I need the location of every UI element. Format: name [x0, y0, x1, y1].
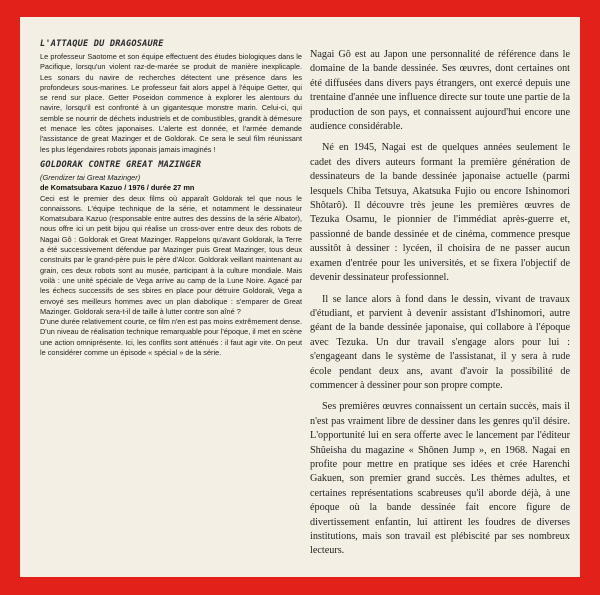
bio-paragraph-3: Il se lance alors à fond dans le dessin, vivant de travaux d'étudiant, et parvient à devenir assistant d'Ishinomori, autre géant de la bande dessinée japonaise, qui collabore à l'époque avec Tezuka. Un dur travail s'engage alors pour lui : s'engageant dans le système de l'assistanat, il y sera à rude école pendant deux ans, avant d'avoir la possibilité de commencer à dessiner pour son propre compte. [310, 293, 570, 391]
bio-paragraph-1: Nagai Gô est au Japon une personnalité de référence dans le domaine de la bande dessinée. Ses œuvres, dont certaines ont été diffusées dans divers pays étrangers, ont exercé depuis une trentaine d'année une influence directe sur toute une partie de la production de son pays, et connaissent aujourd'hui encore une audience considérable. [310, 49, 570, 133]
film-credits: de Komatsubara Kazuo / 1976 / durée 27 mn [40, 183, 195, 193]
booklet-page [20, 17, 580, 577]
section-heading-dragosaure: L'ATTAQUE DU DRAGOSAURE [40, 39, 164, 49]
right-column [310, 48, 570, 559]
bio-paragraph-4: Ses premières œuvres connaissent un certain succès, mais il n'est pas vraiment libre de dessiner dans les genres qu'il désire. L'opportunité lui en sera offerte avec le lancement par l'éditeur Shûeisha du magazine « Shônen Jump », en 1968. Nagai en profite pour mettre en pratique ses idées et crée Harenchi Gakuen, son premier grand succès. Les thèmes adultes, et certaines représentations scabreuses qu'il aborde déjà, à une époque où la bande dessinée fait encore figure de divertissement enfantin, lui attirent les foudres de diverses institutions, mais son travail est plébiscité par ses nombreux lecteurs. [310, 401, 570, 557]
section-goldorak [40, 160, 302, 358]
bio-paragraph-2: Né en 1945, Nagai est de quelques années seulement le cadet des divers auteurs formant la première génération de dessinateurs de la bande dessinée japonaise actuelle (parmi lesquels Chiba Tetsuya, Akatsuka Fujio ou encore Ishinomori Shôtarô). Il découvre très jeune les premières œuvres de Tezuka Osamu, le pionnier de l'immédiat après-guerre et, passionné de bande dessinée et de cinéma, commence presque aussitôt à dessiner : lycéen, il choisira de ne passer aucun examen d'entrée pour les universités, et se fixera l'objectif de devenir dessinateur professionnel. [310, 142, 570, 284]
section-heading-goldorak: GOLDORAK CONTRE GREAT MAZINGER [40, 159, 202, 170]
synopsis-dragosaure: Le professeur Saotome et son équipe effectuent des études biologiques dans le Pacifique, lorsqu'un violent raz-de-marée se produit de manière inexplicaple. Les sonars du navire de recherches détectent une présence dans les profondeurs sous-marines. Le professeur fait alors appel à l'équipe Getter, qui se rend sur place. Getter Poseidon commence à explorer les alentours du navire, lorsqu'il est confronté à un gigantesque monstre marin. Celui-ci, qui semble se nourrir de déchets industriels et de combustibles, grandit à démesure et menace les côtes japonaises. L'alerte est donnée, et l'armée demande l'assistance de great Mazinger et de Goldorak. Ce sera le seul film réunissant les plus légendaires robots japonais jamais imaginés ! [40, 52, 302, 154]
synopsis-goldorak: Ceci est le premier des deux films où apparaît Goldorak tel que nous le connaissons. L'équipe technique de la série, et notamment le dessinateur Komatsubara Kazuo (responsable entre autres des dessins de la série Albator), nous offre ici un petit bijou qui réalise un cross-over entre deux des robots de Nagai Gô : Goldorak et Great Mazinger. Rappelons qu'avant Goldorak, la Terre a été successivement défendue par Mazinger puis Great Mazinger, tous deux construits par le grand-père puis le père d'Alcor. Goldorak veillant maintenant au grain, ces deux robots sont au musée, participant à la culture mondiale. Mais voilà : une unité spéciale de Vega arrive au camp de la Lune Noire. Agacé par les échecs successifs de ses sbires en place pour détruire Goldorak, Vega a envoyé ses meilleurs hommes avec un plan diabolique : s'emparer de Great Mazinger. Goldorak sera-t-il de taille à lutter contre son aîné ? [40, 193, 302, 316]
original-title: (Grendizer tai Great Mazinger) [40, 172, 141, 182]
review-goldorak: D'une durée relativement courte, ce film n'en est pas moins extrêmement dense. D'un niveau de réalisation technique remarquable pour l'époque, il met en scène une action omniprésente. Ici, les conflits sont atténués : il faut agir vite. On peut le considérer comme un épisode « spécial » de la série. [40, 317, 302, 358]
left-column [40, 39, 302, 358]
